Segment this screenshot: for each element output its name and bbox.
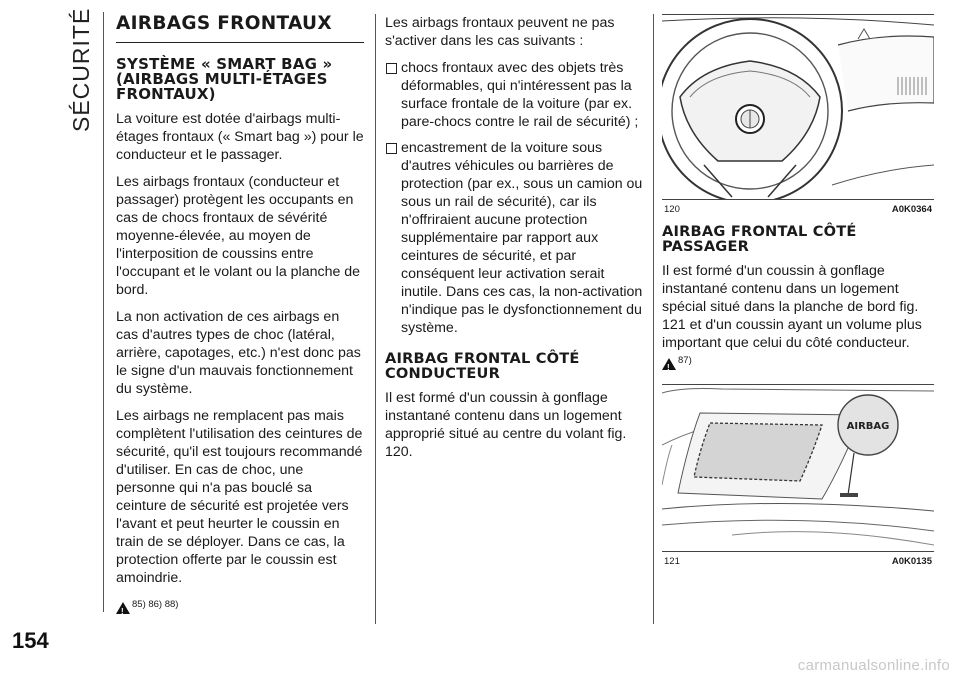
checkbox-bullet-icon (386, 143, 397, 154)
page-number: 154 (12, 628, 49, 653)
subtitle: SYSTÈME « SMART BAG » (AIRBAGS MULTI-ÉTAGES FRONTAUX) (116, 55, 333, 103)
warning-icon (662, 358, 676, 370)
paragraph: Les airbags frontaux (conducteur et passager) protègent les occupants en cas de chocs frontaux de sévérité moyenne-élevée, au moyen de l'interposition de coussins entre l'occupant et le volant ou la planche de bord. (116, 174, 361, 298)
bullet-item: chocs frontaux avec des objets très déformables, qui n'intéressent pas la surface frontale de la voiture (par ex. pare-chocs contre le rail de sécurité) ; (385, 59, 643, 131)
figure-120 (662, 14, 934, 215)
paragraph: Il est formé d'un coussin à gonflage instantané contenu dans un logement approprié situé au centre du volant fig. 120. (385, 390, 627, 460)
column-divider (653, 14, 654, 624)
section-divider (103, 12, 104, 612)
section-heading: AIRBAG FRONTAL CÔTÉ CONDUCTEUR (385, 350, 580, 382)
watermark: carmanualsonline.info (797, 657, 950, 674)
section-tab: SÉCURITÉ (68, 7, 94, 132)
paragraph: La voiture est dotée d'airbags multi-étages frontaux (« Smart bag ») pour le conducteur et le passager. (116, 111, 364, 163)
figure-code: A0K0135 (891, 556, 932, 567)
warning-icon (116, 602, 130, 614)
figure-number: 120 (664, 204, 680, 215)
bullet-item: encastrement de la voiture sous d'autres véhicules ou barrières de protection (par ex., sous un camion ou sous un rail de sécurité), car ils n'offriraient aucune protection supplémentaire par rapport aux ceintures de sécurité, et par conséquent leur activation serait inutile. Dans ces cas, la non-activation n'indique pas le dysfonctionnement du système. (385, 139, 643, 337)
paragraph: Il est formé d'un coussin à gonflage instantané contenu dans un logement spécial situé dans la planche de bord fig. 121 et d'un coussin ayant un volume plus important que celui du côté conducteur. ! 87) (662, 262, 934, 375)
airbag-label: AIRBAG (846, 421, 890, 432)
steering-wheel-illustration (662, 15, 934, 199)
page-title: AIRBAGS FRONTAUX (116, 14, 364, 43)
column-1 (116, 14, 364, 619)
column-2 (385, 14, 643, 470)
section-heading: AIRBAG FRONTAL CÔTÉ PASSAGER (662, 223, 857, 255)
figure-121 (662, 384, 934, 571)
checkbox-bullet-icon (386, 63, 397, 74)
paragraph: Les airbags frontaux peuvent ne pas s'activer dans les cas suivants : (385, 15, 615, 49)
paragraph: Les airbags ne remplacent pas mais complètent l'utilisation des ceintures de sécurité, qu'il est toujours recommandé d'utiliser. En cas de choc, une personne qui n'a pas bouclé sa ceinture de sécurité est projetée vers l'avant et peut heurter le coussin en train de se déployer. Dans ce cas, la protection offerte par le coussin est amoindrie. (116, 408, 363, 586)
figure-number: 121 (664, 556, 680, 567)
warning-refs: ! 85) 86) 88) (116, 596, 364, 619)
column-3 (662, 224, 934, 384)
figure-code: A0K0364 (891, 204, 932, 215)
column-divider (375, 14, 376, 624)
paragraph: La non activation de ces airbags en cas d'autres types de choc (latéral, arrière, capotages, etc.) n'est donc pas le signe d'un mauvais fonctionnement du système. (116, 309, 361, 397)
passenger-airbag-illustration (662, 385, 934, 551)
